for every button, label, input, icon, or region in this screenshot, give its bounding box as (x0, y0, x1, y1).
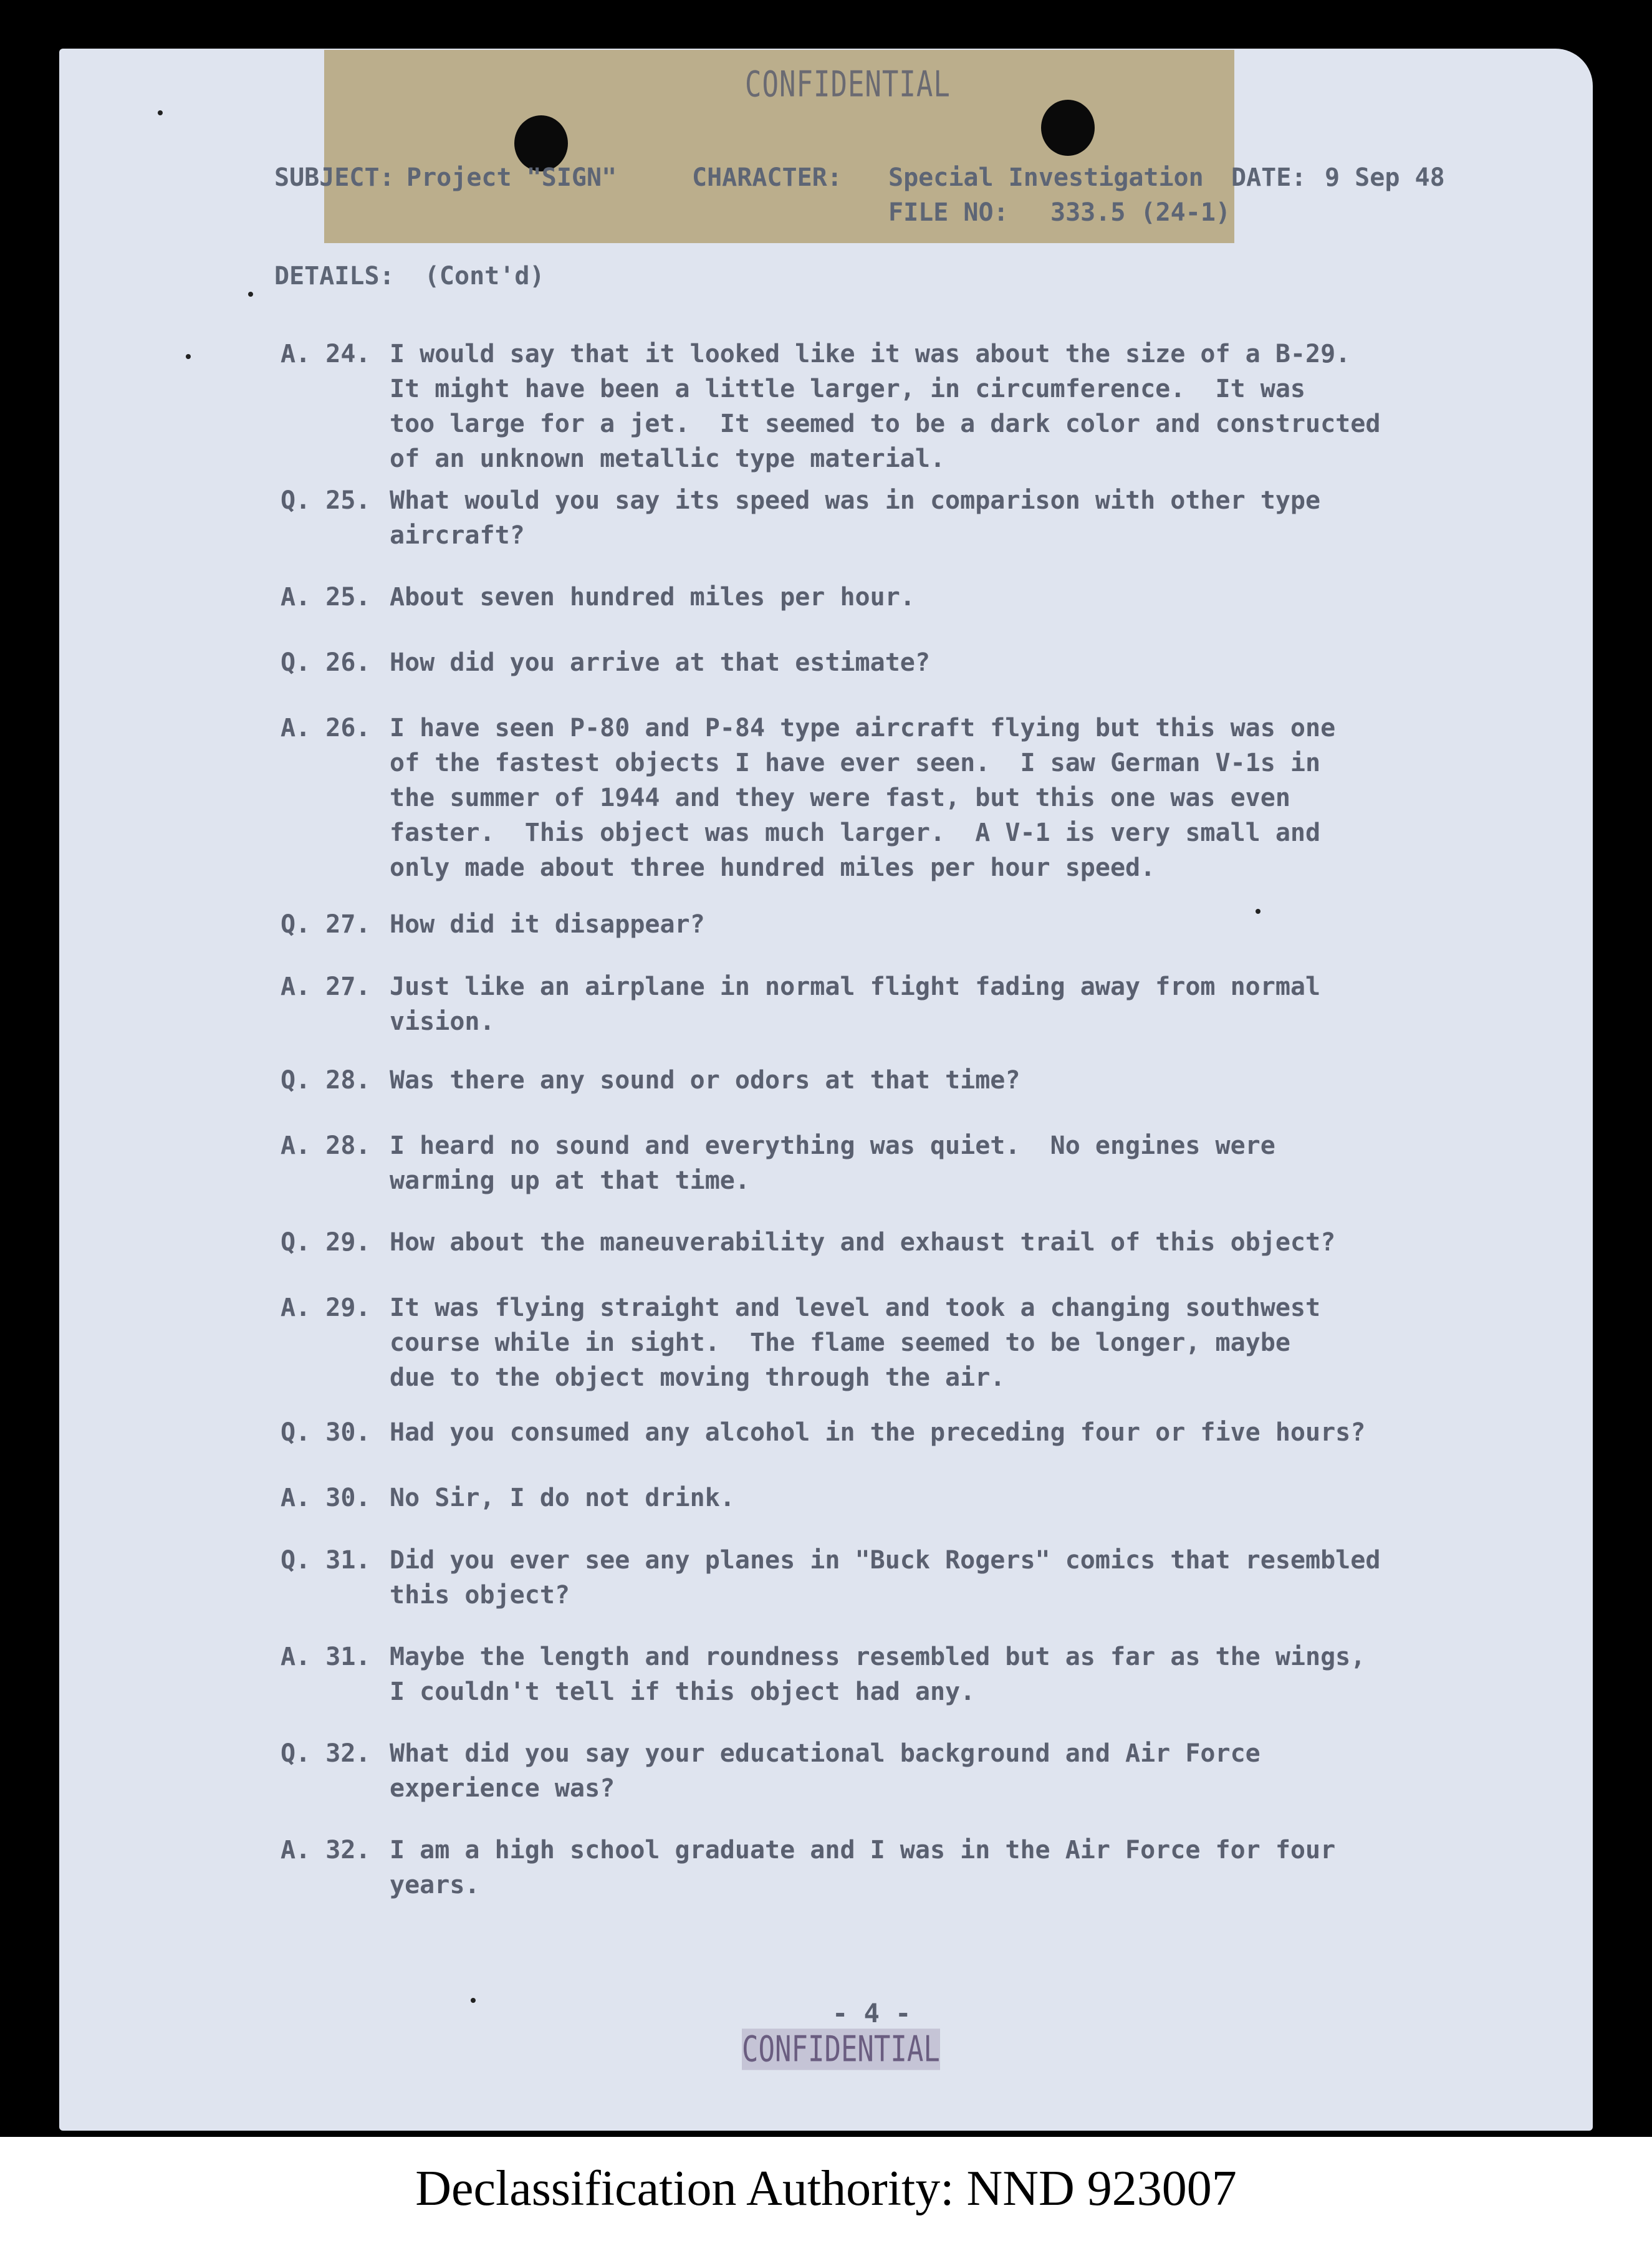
details-heading: DETAILS: (Cont'd) (274, 262, 545, 290)
item-text: I am a high school graduate and I was in the Air Force for four years. (390, 1836, 1336, 1899)
file-no-value: 333.5 (24-1) (1050, 198, 1231, 227)
speck (186, 354, 191, 359)
speck (1256, 909, 1261, 914)
item-text: It was flying straight and level and took a changing southwest course while in sight. The flame seemed to be longer, maybe due to the object moving through the air. (390, 1293, 1321, 1392)
item-text: What would you say its speed was in comparison with other type aircraft? (390, 486, 1321, 550)
item-label: A. 26. (281, 714, 371, 742)
item-label: Q. 32. (281, 1739, 371, 1768)
item-label: Q. 29. (281, 1228, 371, 1257)
subject-value: Project "SIGN" (406, 163, 617, 192)
item-label: A. 29. (281, 1293, 371, 1322)
item-text: No Sir, I do not drink. (390, 1484, 735, 1512)
item-label: Q. 31. (281, 1546, 371, 1575)
speck (471, 1998, 476, 2003)
item-text: Had you consumed any alcohol in the preceding four or five hours? (390, 1418, 1366, 1447)
item-label: Q. 30. (281, 1418, 371, 1447)
footer-bar (0, 2137, 1652, 2241)
item-text: I heard no sound and everything was quiet. No engines were warming up at that time. (390, 1131, 1275, 1195)
item-text: Just like an airplane in normal flight fading away from normal vision. (390, 972, 1321, 1036)
declassification-authority: Declassification Authority: NND 923007 (415, 2161, 1237, 2216)
item-label: A. 28. (281, 1131, 371, 1160)
item-label: A. 27. (281, 972, 371, 1001)
character-value: Special Investigation (888, 163, 1204, 192)
item-text: Was there any sound or odors at that time? (390, 1066, 1020, 1095)
file-no-label: FILE NO: (888, 198, 1009, 227)
item-text: How did it disappear? (390, 910, 705, 939)
confidential-stamp-top: CONFIDENTIAL (745, 64, 951, 105)
page-number: - 4 - (832, 1998, 911, 2028)
item-label: Q. 28. (281, 1066, 371, 1095)
item-label: A. 24. (281, 340, 371, 368)
item-label: A. 32. (281, 1836, 371, 1864)
item-text: How did you arrive at that estimate? (390, 648, 930, 677)
subject-label: SUBJECT: (274, 163, 395, 192)
item-text: I would say that it looked like it was about the size of a B-29. It might have been a little larger, in circumference. It was too large for a jet. It seemed to be a dark color and constructed of an unknown metallic type material. (390, 340, 1381, 473)
item-label: A. 25. (281, 583, 371, 612)
confidential-stamp-bottom: CONFIDENTIAL (742, 2028, 940, 2070)
item-text: Did you ever see any planes in "Buck Rogers" comics that resembled this object? (390, 1546, 1381, 1610)
item-label: A. 30. (281, 1484, 371, 1512)
item-text: How about the maneuverability and exhaust trail of this object? (390, 1228, 1336, 1257)
date-value: 9 Sep 48 (1325, 163, 1445, 192)
character-label: CHARACTER: (692, 163, 842, 192)
item-label: Q. 25. (281, 486, 371, 515)
item-label: Q. 27. (281, 910, 371, 939)
speck (248, 292, 253, 297)
speck (158, 110, 163, 115)
item-label: A. 31. (281, 1643, 371, 1671)
item-label: Q. 26. (281, 648, 371, 677)
item-text: I have seen P-80 and P-84 type aircraft flying but this was one of the fastest objects I have ever seen. I saw German V-1s in the summer of 1944 and they were fast, but this one was even faster. This object was much larger. A V-1 is very small and only made about three hundred miles per hour speed. (390, 714, 1336, 882)
item-text: About seven hundred miles per hour. (390, 583, 915, 612)
item-text: What did you say your educational background and Air Force experience was? (390, 1739, 1261, 1803)
date-label: DATE: (1231, 163, 1307, 192)
punch-hole-right (1041, 100, 1095, 156)
item-text: Maybe the length and roundness resembled but as far as the wings, I couldn't tell if this object had any. (390, 1643, 1366, 1706)
